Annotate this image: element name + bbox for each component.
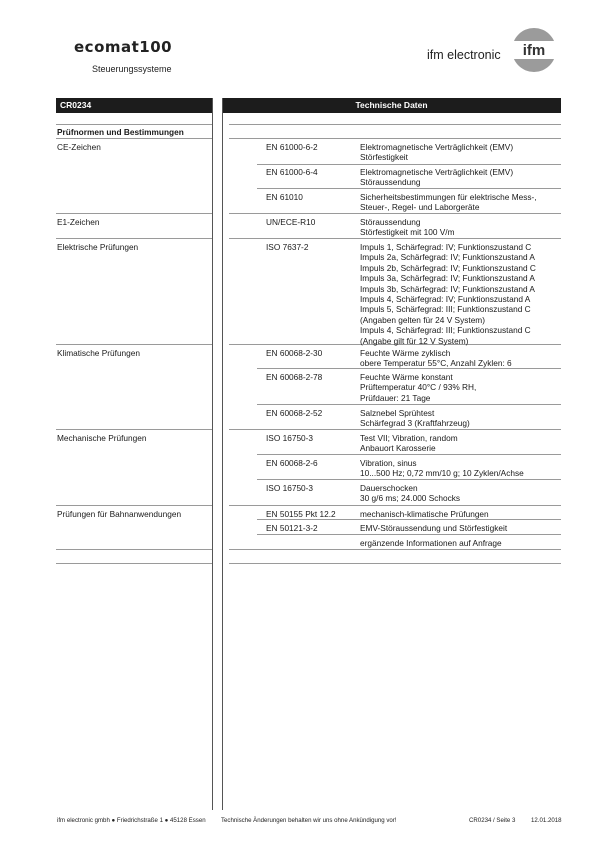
divider bbox=[257, 454, 561, 455]
standard-description: Impuls 3a, Schärfegrad: IV; Funktionszustand A bbox=[360, 273, 535, 284]
standard-code: EN 60068-2-30 bbox=[266, 348, 323, 358]
standard-description: Elektromagnetische Verträglichkeit (EMV) bbox=[360, 142, 514, 152]
standard-description: 10...500 Hz; 0,72 mm/10 g; 10 Zyklen/Achse bbox=[360, 468, 524, 479]
divider bbox=[229, 429, 561, 430]
standard-code: EN 60068-2-78 bbox=[266, 372, 323, 382]
ecomat-logo: ecomat100 bbox=[74, 38, 173, 56]
footer-note: Technische Änderungen behalten wir uns ohne Ankündigung vor! bbox=[221, 817, 397, 824]
standard-description: (Angaben gelten für 24 V System) bbox=[360, 314, 485, 325]
standard-code: EN 50121-3-2 bbox=[266, 523, 318, 533]
divider bbox=[257, 164, 561, 165]
standard-description: Impuls 1, Schärfegrad: IV; Funktionszustand C bbox=[360, 242, 532, 252]
divider bbox=[229, 563, 561, 564]
divider bbox=[229, 505, 561, 506]
divider bbox=[56, 138, 212, 139]
standard-description: Störaussendung bbox=[360, 217, 421, 227]
ifm-logo-text: ifm bbox=[522, 42, 546, 59]
divider bbox=[56, 238, 212, 239]
standard-code: EN 60068-2-6 bbox=[266, 458, 318, 468]
standard-description: ergänzende Informationen auf Anfrage bbox=[360, 538, 502, 548]
footer-page: CR0234 / Seite 3 bbox=[469, 817, 516, 824]
standard-description: Elektromagnetische Verträglichkeit (EMV) bbox=[360, 167, 514, 177]
standard-description: Schärfegrad 3 (Kraftfahrzeug) bbox=[360, 418, 470, 429]
standard-code: EN 61000-6-2 bbox=[266, 142, 318, 152]
standard-description: EMV-Störaussendung und Störfestigkeit bbox=[360, 523, 508, 533]
standard-description: Impuls 3b, Schärfegrad: IV; Funktionszustand A bbox=[360, 283, 535, 294]
standard-description: obere Temperatur 55°C, Anzahl Zyklen: 6 bbox=[360, 358, 512, 369]
standard-description: (Angabe gilt für 12 V System) bbox=[360, 335, 469, 346]
standard-code: ISO 16750-3 bbox=[266, 483, 314, 493]
standard-description: Prüftemperatur 40°C / 93% RH, bbox=[360, 382, 477, 393]
standard-description: Impuls 2b, Schärfegrad: IV; Funktionszustand C bbox=[360, 262, 536, 273]
standard-description: Salznebel Sprühtest bbox=[360, 408, 435, 418]
divider bbox=[229, 138, 561, 139]
divider bbox=[229, 213, 561, 214]
category-electrical: Elektrische Prüfungen bbox=[57, 242, 139, 252]
standard-description: Impuls 2a, Schärfegrad: IV; Funktionszustand A bbox=[360, 252, 535, 263]
standard-description: Prüfdauer: 21 Tage bbox=[360, 392, 431, 403]
divider bbox=[257, 534, 561, 535]
footer-date: 12.01.2018 bbox=[531, 817, 562, 824]
standard-description: Störfestigkeit mit 100 V/m bbox=[360, 227, 455, 238]
standard-description: Impuls 4, Schärfegrad: IV; Funktionszustand A bbox=[360, 294, 531, 304]
left-column-border bbox=[212, 98, 213, 810]
standard-description: Störfestigkeit bbox=[360, 152, 408, 163]
divider bbox=[257, 188, 561, 189]
standard-code: EN 50155 Pkt 12.2 bbox=[266, 509, 336, 519]
category-mechanical: Mechanische Prüfungen bbox=[57, 433, 147, 443]
standard-description: Störaussendung bbox=[360, 177, 421, 188]
standard-code: ISO 16750-3 bbox=[266, 433, 314, 443]
divider bbox=[56, 505, 212, 506]
category-railway: Prüfungen für Bahnanwendungen bbox=[57, 509, 182, 519]
section-header-bar: Technische Daten bbox=[222, 98, 561, 113]
standard-code: EN 61010 bbox=[266, 192, 303, 202]
standard-description: Impuls 5, Schärfegrad: III; Funktionszustand C bbox=[360, 304, 531, 315]
footer-company: ifm electronic gmbh ● Friedrichstraße 1 ● 45128 Essen bbox=[57, 817, 206, 824]
standard-description: 30 g/6 ms; 24.000 Schocks bbox=[360, 493, 461, 504]
standard-description: Steuer-, Regel- und Laborgeräte bbox=[360, 202, 480, 213]
standard-description: Dauerschocken bbox=[360, 483, 418, 493]
divider bbox=[229, 238, 561, 239]
divider bbox=[56, 429, 212, 430]
standard-description: Feuchte Wärme konstant bbox=[360, 372, 453, 382]
standard-description: Test VII; Vibration, random bbox=[360, 433, 458, 443]
standard-code: ISO 7637-2 bbox=[266, 242, 309, 252]
category-climatic: Klimatische Prüfungen bbox=[57, 348, 141, 358]
standard-code: EN 60068-2-52 bbox=[266, 408, 323, 418]
divider bbox=[56, 344, 212, 345]
section-title: Prüfnormen und Bestimmungen bbox=[57, 127, 184, 137]
standard-description: Impuls 4, Schärfegrad: III; Funktionszustand C bbox=[360, 325, 531, 336]
divider bbox=[56, 563, 212, 564]
category-e1: E1-Zeichen bbox=[57, 217, 100, 227]
standard-description: mechanisch-klimatische Prüfungen bbox=[360, 509, 489, 519]
standard-description: Vibration, sinus bbox=[360, 458, 417, 468]
divider bbox=[56, 549, 212, 550]
logo-subtitle: Steuerungssysteme bbox=[92, 64, 172, 74]
divider bbox=[229, 549, 561, 550]
standard-code: EN 61000-6-4 bbox=[266, 167, 318, 177]
divider bbox=[56, 124, 212, 125]
right-column-border bbox=[222, 98, 223, 810]
product-code-bar: CR0234 bbox=[56, 98, 212, 113]
divider bbox=[229, 124, 561, 125]
divider bbox=[56, 213, 212, 214]
divider bbox=[257, 479, 561, 480]
category-ce: CE-Zeichen bbox=[57, 142, 101, 152]
standard-description: Feuchte Wärme zyklisch bbox=[360, 348, 451, 358]
company-name: ifm electronic bbox=[427, 48, 501, 62]
ifm-logo-icon bbox=[504, 26, 560, 74]
standard-description: Sicherheitsbestimmungen für elektrische Mess-, bbox=[360, 192, 537, 202]
standard-code: UN/ECE-R10 bbox=[266, 217, 316, 227]
standard-description: Anbauort Karosserie bbox=[360, 443, 436, 454]
divider bbox=[257, 404, 561, 405]
